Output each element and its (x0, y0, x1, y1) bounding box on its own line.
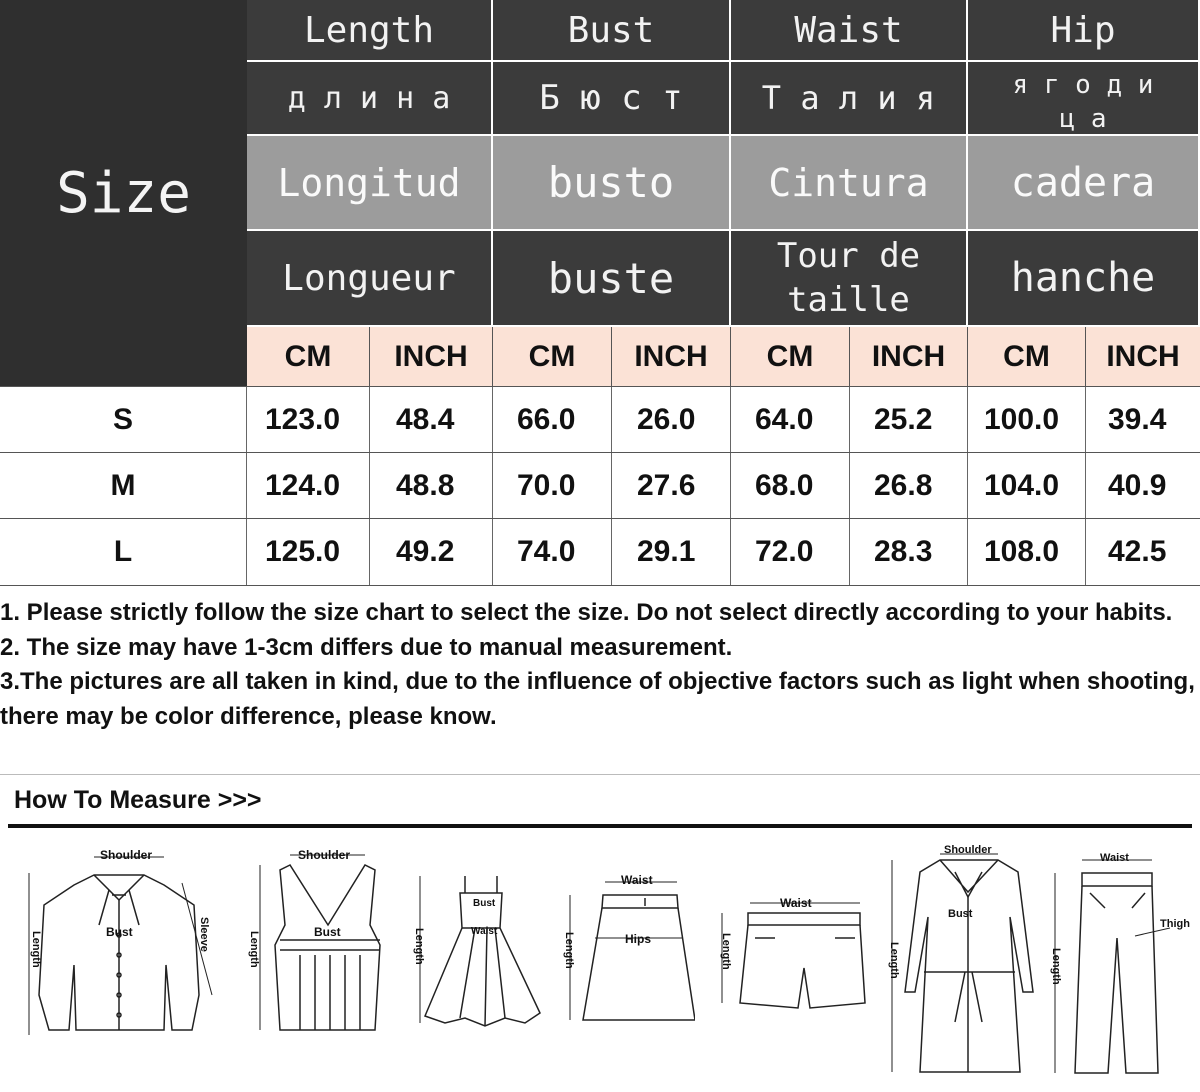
how-to-measure-rule (8, 824, 1192, 828)
row-divider (0, 585, 1200, 586)
tank-top-figure (240, 845, 390, 1045)
unit-inch-length: INCH (370, 327, 493, 386)
shorts-waist-label: Waist (780, 896, 812, 910)
table-cell: 123.0 (247, 387, 370, 452)
pants-figure (1040, 848, 1195, 1083)
skirt-waist-label: Waist (621, 873, 653, 887)
table-cell: 74.0 (493, 519, 612, 585)
skirt-hips-label: Hips (625, 932, 652, 946)
coat-drawing (880, 842, 1040, 1082)
coat-length-label: Length (888, 942, 900, 979)
table-cell: 70.0 (493, 453, 612, 518)
col-bust-en: Bust (493, 0, 731, 62)
table-cell: 29.1 (612, 519, 731, 585)
pants-length-label: Length (1050, 948, 1062, 985)
table-cell: 104.0 (968, 453, 1086, 518)
table-cell: 28.3 (850, 519, 968, 585)
tank-top-bust-label: Bust (314, 925, 341, 939)
col-length-fr: Longueur (247, 231, 493, 327)
dress-length-label: Length (413, 928, 425, 965)
unit-inch-bust: INCH (612, 327, 731, 386)
col-waist-en: Waist (731, 0, 968, 62)
col-hip-es: cadera (968, 136, 1200, 231)
table-cell: 39.4 (1108, 402, 1167, 436)
unit-cm-length: CM (247, 327, 370, 386)
shorts-figure (710, 893, 870, 1018)
dress-waist-label: Waist (471, 926, 498, 937)
blouse-shoulder-label: Shoulder (100, 848, 153, 862)
table-cell: 64.0 (731, 387, 850, 452)
note-1: 1. Please strictly follow the size chart to select the size. Do not select directly according to your habits. (0, 599, 1173, 626)
pants-drawing (1040, 848, 1195, 1083)
table-cell: 48.4 (370, 387, 493, 452)
section-divider (0, 774, 1200, 775)
col-length-es: Longitud (247, 136, 493, 231)
unit-cm-waist: CM (731, 327, 850, 386)
coat-bust-label: Bust (948, 908, 973, 920)
unit-cm-bust: CM (493, 327, 612, 386)
pants-waist-label: Waist (1100, 852, 1129, 864)
col-waist-ru: Т а л и я (731, 62, 968, 136)
table-cell: 27.6 (612, 453, 731, 518)
table-cell: 25.2 (850, 387, 968, 452)
skirt-figure (555, 870, 695, 1040)
table-cell: 40.9 (1108, 468, 1167, 502)
tank-top-shoulder-label: Shoulder (298, 848, 351, 862)
table-cell: 66.0 (493, 387, 612, 452)
col-waist-fr-line2: taille (787, 280, 910, 320)
col-bust-ru: Б ю с т (493, 62, 731, 136)
col-hip-en: Hip (968, 0, 1200, 62)
col-hip-ru-line2: ц а (1059, 104, 1107, 134)
col-length-en: Length (247, 0, 493, 62)
blouse-length-label: Length (30, 931, 42, 968)
blouse-figure (14, 845, 224, 1045)
size-notes (0, 596, 1200, 734)
col-waist-fr (731, 231, 968, 327)
col-waist-es: Cintura (731, 136, 968, 231)
table-cell: 124.0 (247, 453, 370, 518)
skirt-length-label: Length (563, 932, 575, 969)
blouse-sleeve-label: Sleeve (198, 917, 210, 952)
blouse-drawing (14, 845, 224, 1045)
table-cell: 48.8 (370, 453, 493, 518)
pants-thigh-label: Thigh (1160, 918, 1190, 930)
shorts-drawing (710, 893, 870, 1018)
coat-figure (880, 842, 1040, 1082)
dress-figure (405, 868, 545, 1043)
table-cell: 100.0 (968, 387, 1086, 452)
table-cell: 49.2 (370, 519, 493, 585)
note-3: 3.The pictures are all taken in kind, due to the influence of objective factors such as light when shooting, there may be color difference, please know. (0, 668, 1195, 730)
table-cell: 72.0 (731, 519, 850, 585)
tank-top-drawing (240, 845, 390, 1045)
table-cell: 42.5 (1108, 535, 1167, 568)
row-size-label: L (0, 519, 247, 585)
skirt-drawing (555, 870, 695, 1040)
row-size-label: S (0, 387, 247, 452)
table-cell: 125.0 (247, 519, 370, 585)
col-bust-es: busto (493, 136, 731, 231)
dress-bust-label: Bust (473, 898, 496, 909)
col-hip-fr: hanche (968, 231, 1200, 327)
col-bust-fr: buste (493, 231, 731, 327)
shorts-length-label: Length (720, 933, 732, 970)
col-hip-ru-line1: я г о д и (1012, 70, 1154, 100)
tank-top-length-label: Length (248, 931, 260, 968)
size-header: Size (0, 0, 247, 386)
coat-shoulder-label: Shoulder (944, 844, 992, 856)
col-hip-ru (968, 62, 1200, 136)
table-cell: 68.0 (731, 453, 850, 518)
table-cell: 108.0 (968, 519, 1086, 585)
col-length-ru: д л и н а (247, 62, 493, 136)
dress-drawing (405, 868, 545, 1043)
note-2: 2. The size may have 1-3cm differs due to manual measurement. (0, 633, 733, 661)
table-cell: 26.0 (612, 387, 731, 452)
unit-inch-waist: INCH (850, 327, 968, 386)
blouse-bust-label: Bust (106, 925, 133, 939)
table-cell: 26.8 (850, 453, 968, 518)
col-waist-fr-line1: Tour de (776, 236, 921, 276)
how-to-measure-title: How To Measure >>> (14, 786, 262, 814)
unit-cm-hip: CM (968, 327, 1086, 386)
unit-inch-hip: INCH (1086, 327, 1200, 386)
row-size-label: M (0, 453, 247, 518)
